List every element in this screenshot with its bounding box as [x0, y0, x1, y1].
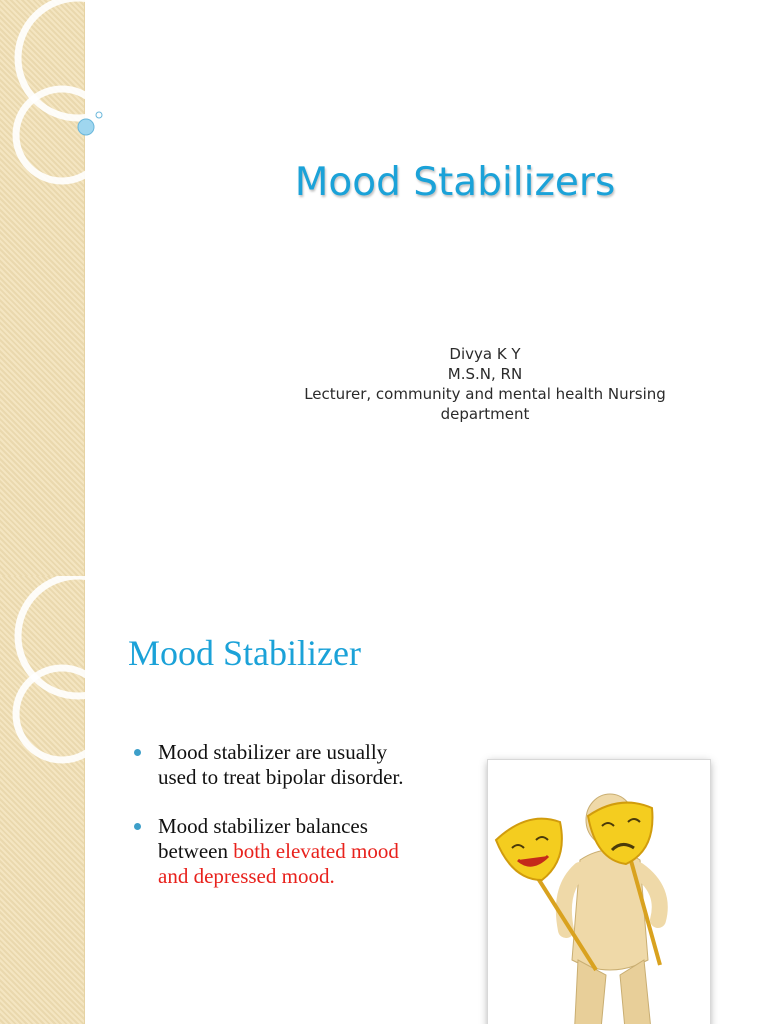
- bullet-text: Mood stabilizer balances between: [158, 814, 368, 863]
- author-degree: M.S.N, RN: [447, 365, 523, 383]
- author-department: department: [440, 405, 530, 423]
- circles-decoration-icon: [0, 576, 130, 796]
- masks-figure-icon: [488, 760, 710, 1024]
- author-name: Divya K Y: [449, 345, 521, 363]
- bullet-icon: [134, 823, 141, 830]
- bullet-list: [130, 740, 430, 913]
- bullet-text: Mood stabilizer are usually used to treat bipolar disorder.: [158, 740, 404, 789]
- list-item: [130, 814, 430, 889]
- author-block: [270, 344, 700, 424]
- list-item: [130, 740, 430, 790]
- presentation-title: Mood Stabilizers: [294, 160, 616, 205]
- content-slide: [0, 576, 768, 1024]
- bullet-icon: [134, 749, 141, 756]
- slide-title: Mood Stabilizer: [128, 633, 361, 673]
- circles-decoration-icon: [0, 0, 130, 260]
- bullet-highlight-text: both elevated mood and depressed mood.: [158, 839, 399, 888]
- author-position: Lecturer, community and mental health Nursing: [304, 385, 666, 403]
- illustration-frame: [488, 760, 710, 1024]
